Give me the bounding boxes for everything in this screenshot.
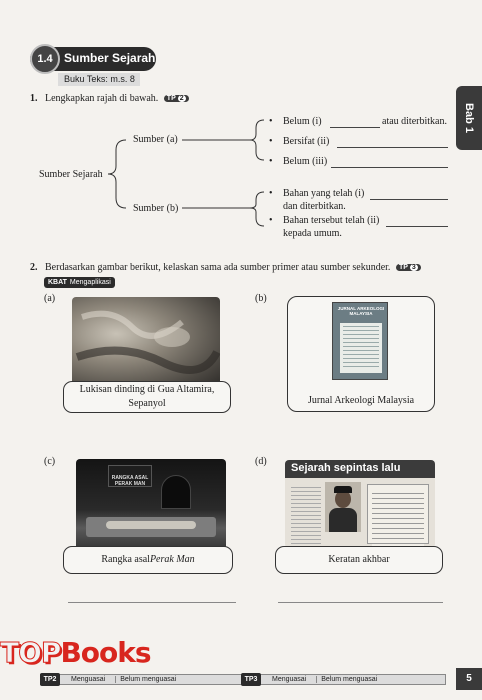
bullet: • bbox=[269, 156, 273, 167]
a-item-1-suffix: atau diterbitkan. bbox=[382, 116, 447, 127]
branch-a-brace bbox=[250, 120, 264, 160]
a-item-2-prefix: Bersifat (ii) bbox=[283, 136, 330, 147]
tree-branch-a: Sumber (a) bbox=[133, 134, 178, 145]
caption-b: Jurnal Arkeologi Malaysia bbox=[307, 395, 415, 406]
a-item-2-blank[interactable] bbox=[337, 147, 448, 148]
caption-c bbox=[63, 546, 233, 574]
label-d: (d) bbox=[255, 456, 267, 467]
a-item-3-blank[interactable] bbox=[331, 167, 448, 168]
q1-tp-level: 2 bbox=[179, 95, 184, 102]
newspaper-clipping bbox=[285, 460, 435, 548]
b-item-2-blank[interactable] bbox=[386, 226, 448, 227]
q2-tp-level: 3 bbox=[411, 264, 416, 271]
b-item-1-line2: dan diterbitkan. bbox=[283, 201, 346, 212]
caption-c-italic: Perak Man bbox=[149, 554, 195, 565]
b-item-2-line2: kepada umum. bbox=[283, 228, 342, 239]
section-title: Sumber Sejarah bbox=[64, 51, 156, 65]
q1-instruction bbox=[30, 93, 189, 104]
bullet: • bbox=[269, 188, 273, 199]
label-b: (b) bbox=[255, 293, 267, 304]
perak-man-photo bbox=[76, 459, 226, 551]
b-item-2-line1: Bahan tersebut telah (ii) bbox=[283, 215, 380, 226]
chapter-tab-label: Bab 1 bbox=[463, 103, 475, 133]
newspaper-header: Sejarah sepintas lalu bbox=[285, 460, 435, 478]
journal-text-block bbox=[340, 323, 382, 373]
logo-top: TOP bbox=[0, 636, 61, 669]
q1-tp-badge: TP 2 bbox=[164, 95, 189, 102]
bullet: • bbox=[269, 215, 273, 226]
answer-line-d[interactable] bbox=[278, 602, 443, 603]
a-item-1-prefix: Belum (i) bbox=[283, 116, 322, 127]
kbat-badge: KBAT Mengaplikasi bbox=[44, 277, 115, 288]
journal-title: JURNAL ARKEOLOGI MALAYSIA bbox=[337, 306, 385, 316]
tree-branch-b: Sumber (b) bbox=[133, 203, 179, 214]
page-number: 5 bbox=[456, 668, 482, 690]
museum-sign: RANGKA ASAL PERAK MAN bbox=[108, 465, 152, 487]
q1-instruction-text: Lengkapkan rajah di bawah. bbox=[45, 93, 159, 104]
tree-root: Sumber Sejarah bbox=[39, 169, 103, 180]
b-item-1-blank[interactable] bbox=[370, 199, 448, 200]
tp3-badge: TP3 bbox=[241, 673, 261, 686]
b-item-1-line1: Bahan yang telah (i) bbox=[283, 188, 365, 199]
a-item-3-prefix: Belum (iii) bbox=[283, 156, 328, 167]
topbooks-logo bbox=[0, 636, 151, 669]
cave-painting-photo bbox=[72, 297, 220, 389]
tp3-mastered-label: Menguasai bbox=[272, 676, 307, 683]
a-item-1-blank[interactable] bbox=[330, 127, 380, 128]
tp2-mastered-label: Menguasai bbox=[71, 676, 106, 683]
q2-instruction-text: Berdasarkan gambar berikut, kelaskan sama ada sumber primer atau sumber sekunder. bbox=[45, 262, 391, 273]
bullet: • bbox=[269, 116, 273, 127]
label-c: (c) bbox=[44, 456, 56, 467]
q1-number: 1. bbox=[30, 93, 38, 104]
logo-books: Books bbox=[60, 636, 151, 669]
tp3-mastery-bar bbox=[241, 674, 446, 685]
chapter-tab bbox=[456, 86, 482, 150]
tp3-not-mastered-label: Belum menguasai bbox=[316, 676, 377, 683]
section-number: 1.4 bbox=[30, 44, 60, 74]
textbook-reference: Buku Teks: m.s. 8 bbox=[58, 73, 140, 86]
portrait-photo bbox=[325, 482, 361, 532]
q2-number: 2. bbox=[30, 262, 38, 273]
q2-tp-badge: TP 3 bbox=[396, 264, 421, 271]
label-a: (a) bbox=[44, 293, 56, 304]
caption-d: Keratan akhbar bbox=[275, 546, 443, 574]
kbat-skill: Mengaplikasi bbox=[69, 279, 111, 286]
caption-c-text: Rangka asal bbox=[101, 554, 150, 565]
root-brace bbox=[108, 140, 126, 208]
branch-b-brace bbox=[250, 192, 264, 226]
q2-instruction bbox=[30, 262, 421, 273]
tp2-badge: TP2 bbox=[40, 673, 60, 686]
answer-line-c[interactable] bbox=[68, 602, 236, 603]
caption-a: Lukisan dinding di Gua Altamira, Sepanyol bbox=[63, 381, 231, 413]
journal-cover bbox=[332, 302, 388, 380]
tp2-mastery-bar bbox=[40, 674, 245, 685]
tp2-not-mastered-label: Belum menguasai bbox=[115, 676, 176, 683]
bullet: • bbox=[269, 136, 273, 147]
